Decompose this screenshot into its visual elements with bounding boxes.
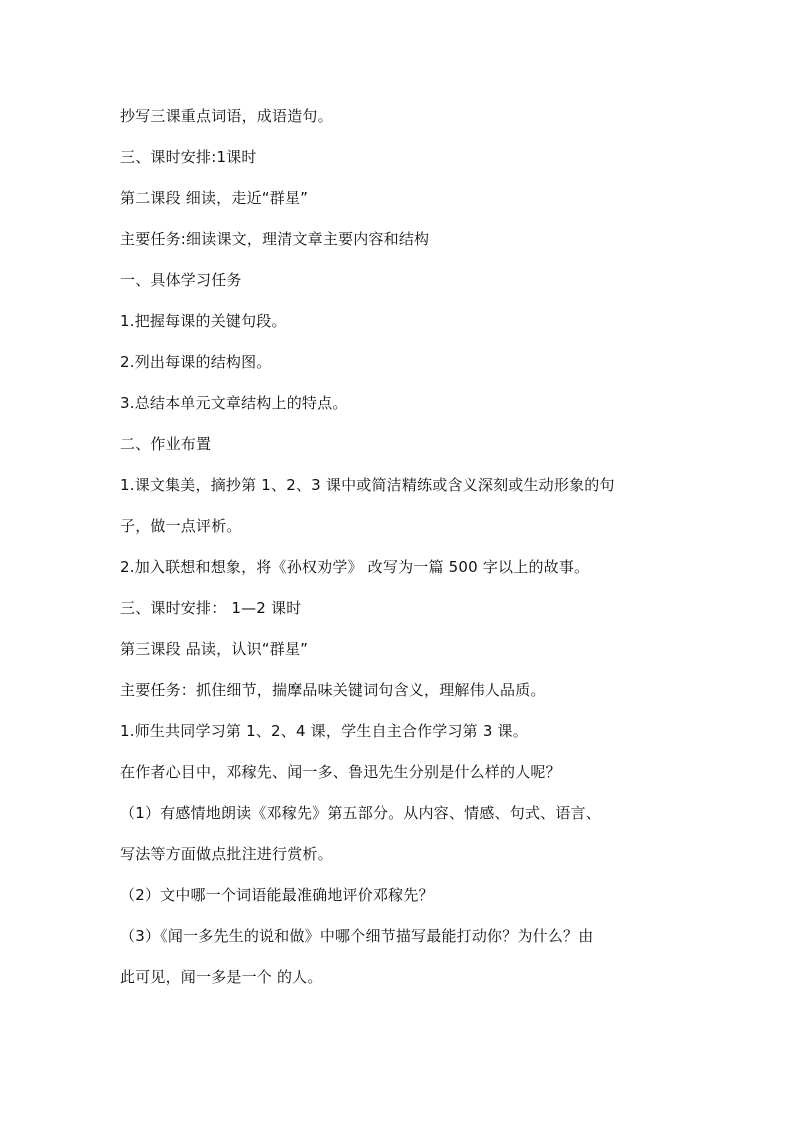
text-line: 在作者心目中，邓稼先、闻一多、鲁迅先生分别是什么样的人呢？ <box>120 763 561 781</box>
text-line: 主要任务：抓住细节，揣摩品味关键词句含义，理解伟人品质。 <box>120 681 546 699</box>
section-heading: 第三课段 品读，认识“群星” <box>120 640 309 658</box>
list-item: 1.师生共同学习第 1、2、4 课，学生自主合作学习第 3 课。 <box>120 722 528 740</box>
section-heading: 一、具体学习任务 <box>120 271 242 289</box>
section-heading: 三、课时安排： 1—2 课时 <box>120 599 302 617</box>
document-body <box>120 104 680 1006</box>
text-line: 写法等方面做点批注进行赏析。 <box>120 845 333 863</box>
section-heading: 二、作业布置 <box>120 435 212 453</box>
list-item: 1.课文集美，摘抄第 1、2、3 课中或简洁精练或含义深刻或生动形象的句 <box>120 476 615 494</box>
list-item: 2.加入联想和想象，将《孙权劝学》 改写为一篇 500 字以上的故事。 <box>120 558 590 576</box>
list-item: （3）《闻一多先生的说和做》中哪个细节描写最能打动你？为什么？由 <box>120 927 594 945</box>
text-line: 主要任务:细读课文，理清文章主要内容和结构 <box>120 230 430 248</box>
list-item: （1）有感情地朗读《邓稼先》第五部分。从内容、情感、句式、语言、 <box>120 804 601 822</box>
section-heading: 三、课时安排:1课时 <box>120 148 257 166</box>
list-item: 1.把握每课的关键句段。 <box>120 312 287 330</box>
list-item: 3.总结本单元文章结构上的特点。 <box>120 394 348 412</box>
list-item: 2.列出每课的结构图。 <box>120 353 272 371</box>
section-heading: 第二课段 细读，走近“群星” <box>120 189 309 207</box>
text-line: 抄写三课重点词语，成语造句。 <box>120 107 333 125</box>
text-line: 此可见，闻一多是一个 的人。 <box>120 968 323 986</box>
text-line: 子，做一点评析。 <box>120 517 242 535</box>
list-item: （2）文中哪一个词语能最准确地评价邓稼先？ <box>120 886 434 904</box>
